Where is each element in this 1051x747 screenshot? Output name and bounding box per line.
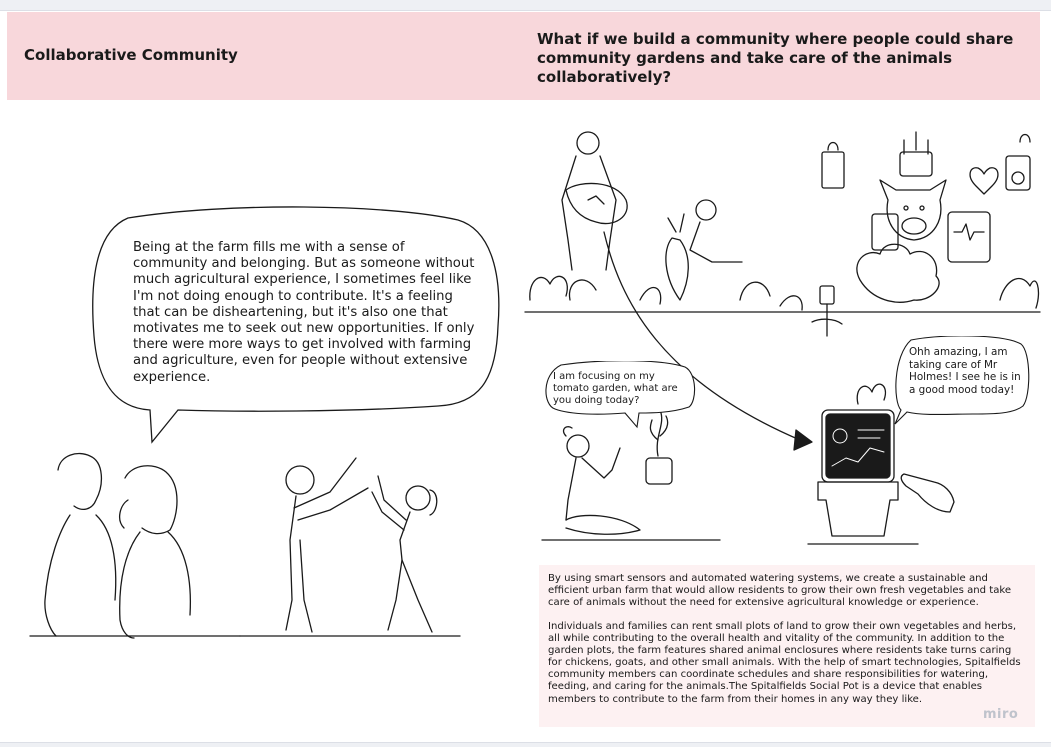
kids-high-five-icon <box>240 458 460 636</box>
quote-text: Being at the farm fills me with a sense of community and belonging. But as someone without much agricultural experience, I sometimes feel like I'm not doing enough to contribute. It's a feeling that can be disheartening, but it's also one that motivates me to seek out new opportunities. If only there were more ways to get involved with farming and agriculture, even for people without extensive experience. <box>133 240 475 385</box>
garden-ground <box>525 276 1040 312</box>
reply-dialogue: Ohh amazing, I am taking care of Mr Holmes! I see he is in a good mood today! <box>909 346 1021 396</box>
girl-with-plant-icon <box>542 410 720 540</box>
quote-bubble <box>88 206 500 446</box>
heart-rate-icon <box>970 168 998 194</box>
research-question: What if we build a community where people could share community gardens and take care of the animals collaboratively? <box>537 30 1014 86</box>
pointing-hand-icon <box>901 474 954 512</box>
miro-watermark: miro <box>983 707 1019 722</box>
app-bottom-bar <box>0 742 1051 747</box>
description-paragraph-1: By using smart sensors and automated watering systems, we create a sustainable and efficient urban farm that would allow residents to grow their own fresh vegetables and take care of animals without the need for extensive agricultural knowledge or experience. <box>548 573 1012 609</box>
cow-with-sensors-icon <box>857 132 990 302</box>
gardener-bubble <box>541 361 697 429</box>
page-title: Collaborative Community <box>24 46 238 64</box>
description-card <box>539 565 1035 727</box>
description-paragraph-2: Individuals and families can rent small plots of land to grow their own vegetables and herbs, all while contributing to the overall health and vitality of the community. In addition to the garden plots, the farm features shared animal enclosures where residents take turns caring for chickens, goats, and other small animals. With the help of smart technologies, Spitalfields community members can coordinate schedules and share responsibilities for watering, feeding, and caring for the animals.The Spitalfields Social Pot is a device that enables members to contribute to the farm from their homes in any way they like. <box>548 621 1021 705</box>
gardener-dialogue: I am focusing on my tomato garden, what are you doing today? <box>553 371 678 406</box>
reply-bubble <box>893 336 1031 426</box>
gardener-with-beet-icon <box>666 200 742 300</box>
sensor-tag-icon <box>822 135 1030 191</box>
soil-probe-icon <box>812 286 842 336</box>
person-holding-chicken-icon <box>562 132 627 270</box>
families-pair-icon <box>30 454 240 638</box>
